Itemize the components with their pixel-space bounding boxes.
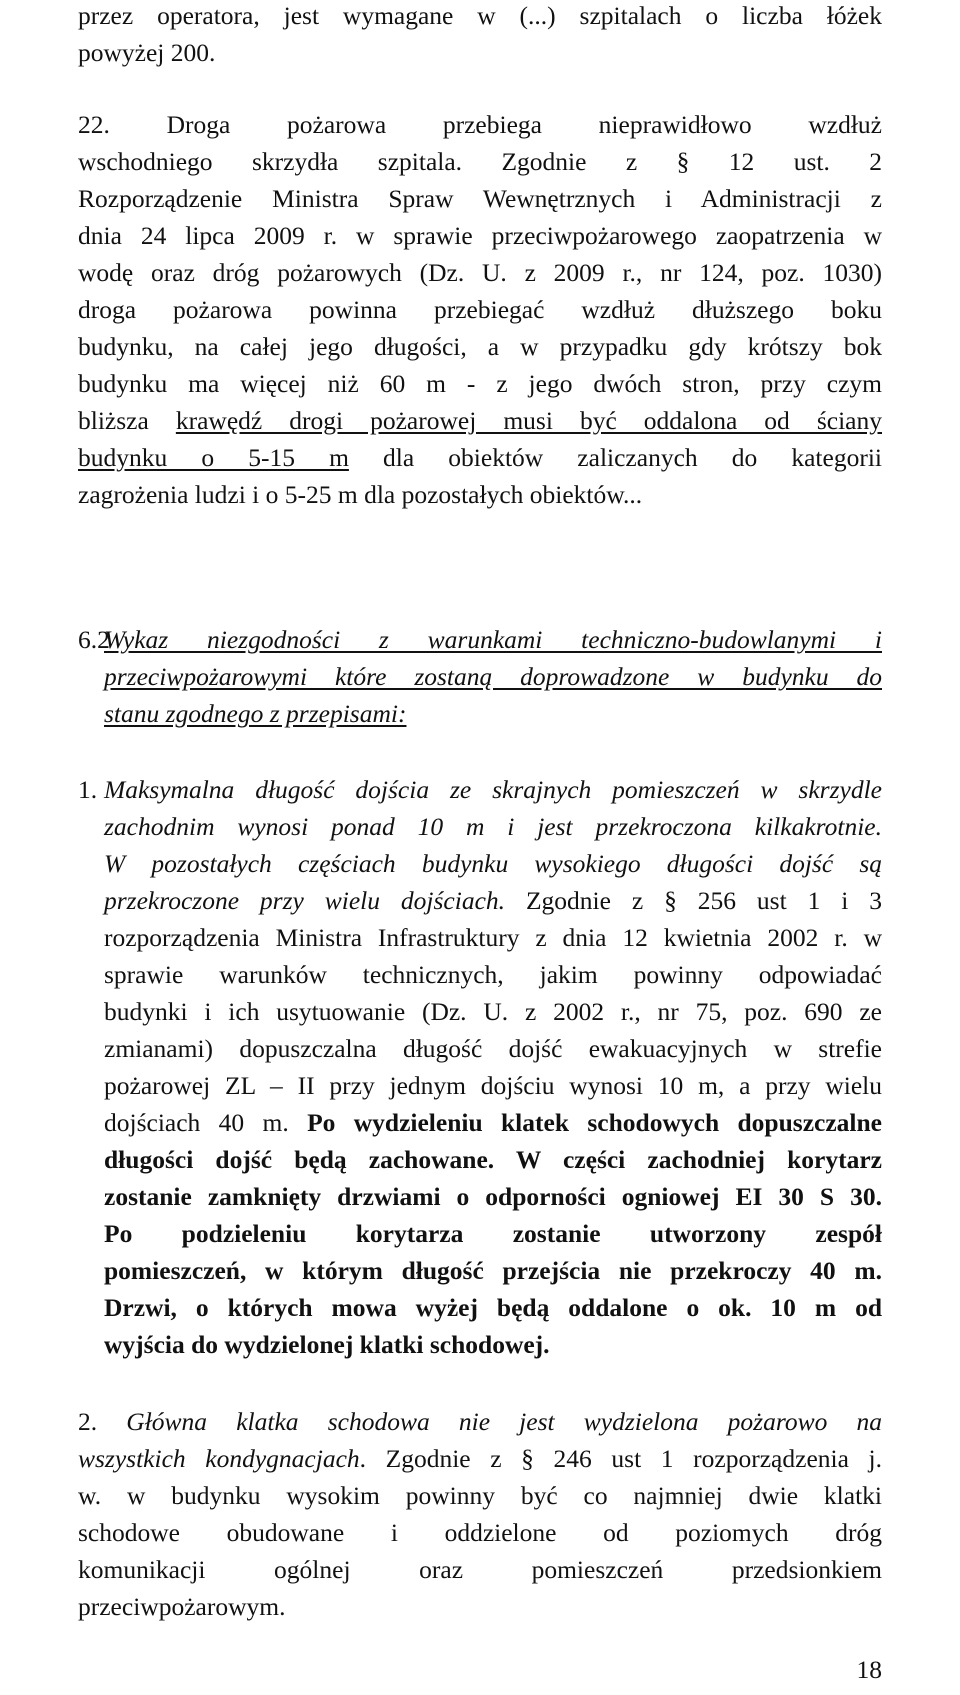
text-line — [104, 1178, 882, 1215]
text-run: przez operatora, jest wymagane w (...) szpitalach o liczba łóżek — [78, 1, 882, 30]
text-run: stanu zgodnego z przepisami: — [104, 699, 407, 728]
text-run: Maksymalna długość dojścia ze skrajnych pomieszczeń w skrzydle — [104, 775, 882, 804]
text-run: budynku ma więcej niż 60 m - z jego dwóch stron, przy czym — [78, 369, 882, 398]
text-line — [104, 1252, 882, 1289]
text-run: długości dojść będą zachowane. W części zachodniej korytarz — [104, 1145, 882, 1174]
text-run: Rozporządzenie Ministra Spraw Wewnętrznych i Administracji z — [78, 184, 882, 213]
text-line — [78, 1588, 882, 1625]
text-run: powyżej 200. — [78, 38, 216, 67]
text-line — [104, 1067, 882, 1104]
list-number: 1. — [78, 775, 98, 804]
text-run: przeciwpożarowymi które zostaną doprowadzone w budynku do — [104, 662, 882, 691]
text-run: 2. — [78, 1407, 127, 1436]
text-line — [104, 808, 882, 845]
text-run: przekroczone przy wielu dojściach. — [104, 886, 506, 915]
text-run: zachodnim wynosi ponad 10 m i jest przekroczona kilkakrotnie. — [104, 812, 882, 841]
text-line — [78, 34, 882, 71]
text-line — [78, 402, 882, 439]
text-run: krawędź drogi pożarowej musi być oddalona od ściany — [175, 406, 882, 435]
text-line — [104, 1030, 882, 1067]
text-line — [78, 328, 882, 365]
text-run: bliższa — [78, 406, 176, 435]
paragraph-22 — [78, 106, 882, 513]
text-run: w. w budynku wysokim powinny być co najmniej dwie klatki — [78, 1481, 882, 1510]
text-line — [78, 180, 882, 217]
text-line — [104, 919, 882, 956]
text-line — [78, 476, 882, 513]
text-run: budynku o 5-15 m — [78, 443, 349, 472]
text-line — [104, 695, 882, 732]
text-run: rozporządzenia Ministra Infrastruktury z dnia 12 kwietnia 2002 r. w — [104, 923, 882, 952]
text-run: Wykaz niezgodności z warunkami techniczno-budowlanymi i — [104, 625, 882, 654]
text-line — [104, 845, 882, 882]
text-line — [78, 0, 882, 34]
text-run: 22. Droga pożarowa przebiega nieprawidłowo wzdłuż — [78, 110, 882, 139]
text-run: budynki i ich usytuowanie (Dz. U. z 2002 r., nr 75, poz. 690 ze — [104, 997, 882, 1026]
text-run: wszystkich kondygnacjach — [78, 1444, 360, 1473]
text-line — [78, 1440, 882, 1477]
text-line — [78, 439, 882, 476]
text-line — [78, 365, 882, 402]
text-run: wyjścia do wydzielonej klatki schodowej. — [104, 1330, 550, 1359]
text-run: budynku, na całej jego długości, a w przypadku gdy krótszy bok — [78, 332, 882, 361]
text-run: pożarowej ZL – II przy jednym dojściu wynosi 10 m, a przy wielu — [104, 1071, 882, 1100]
text-line — [78, 1514, 882, 1551]
text-run: Po podzieleniu korytarza zostanie utworzony zespół — [104, 1219, 882, 1248]
text-line — [78, 1477, 882, 1514]
text-line — [78, 1403, 882, 1440]
text-run: pomieszczeń, w którym długość przejścia nie przekroczy 40 m. — [104, 1256, 882, 1285]
text-run: komunikacji ogólnej oraz pomieszczeń przedsionkiem — [78, 1555, 882, 1584]
text-run: schodowe obudowane i oddzielone od poziomych dróg — [78, 1518, 882, 1547]
paragraph-intro — [78, 0, 882, 71]
text-line — [104, 956, 882, 993]
text-line — [104, 621, 882, 658]
text-line — [104, 1141, 882, 1178]
text-run: wschodniego skrzydła szpitala. Zgodnie z § 12 ust. 2 — [78, 147, 882, 176]
section-heading-6-2 — [78, 621, 882, 732]
text-line — [104, 882, 882, 919]
text-line — [78, 291, 882, 328]
text-run: Zgodnie z § 256 ust 1 i 3 — [505, 886, 882, 915]
text-line — [104, 1289, 882, 1326]
text-line — [104, 1326, 882, 1363]
text-line — [78, 106, 882, 143]
text-line — [78, 254, 882, 291]
text-run: dla obiektów zaliczanych do kategorii — [348, 443, 882, 472]
text-line — [104, 1104, 882, 1141]
list-item-1 — [78, 771, 882, 1363]
list-item-2 — [78, 1403, 882, 1625]
text-run: wodę oraz dróg pożarowych (Dz. U. z 2009 r., nr 124, poz. 1030) — [78, 258, 882, 287]
text-run: droga pożarowa powinna przebiegać wzdłuż dłuższego boku — [78, 295, 882, 324]
text-line — [78, 1551, 882, 1588]
text-run: . Zgodnie z § 246 ust 1 rozporządzenia j. — [359, 1444, 882, 1473]
text-run: dnia 24 lipca 2009 r. w sprawie przeciwpożarowego zaopatrzenia w — [78, 221, 882, 250]
text-run: Po wydzieleniu klatek schodowych dopuszczalne — [307, 1108, 882, 1137]
text-run: dojściach 40 m. — [104, 1108, 308, 1137]
text-line — [104, 771, 882, 808]
text-run: sprawie warunków technicznych, jakim powinny odpowiadać — [104, 960, 882, 989]
text-line — [78, 143, 882, 180]
page-number: 18 — [856, 1655, 882, 1684]
text-line — [104, 1215, 882, 1252]
text-run: W pozostałych częściach budynku wysokiego długości dojść są — [104, 849, 882, 878]
text-line — [104, 993, 882, 1030]
text-run: zostanie zamknięty drzwiami o odporności ogniowej EI 30 S 30. — [104, 1182, 882, 1211]
text-line — [78, 217, 882, 254]
text-run: zagrożenia ludzi i o 5-25 m dla pozostałych obiektów... — [78, 480, 643, 509]
text-line — [104, 658, 882, 695]
text-run: Główna klatka schodowa nie jest wydzielona pożarowo na — [126, 1407, 882, 1436]
text-run: przeciwpożarowym. — [78, 1592, 286, 1621]
text-run: zmianami) dopuszczalna długość dojść ewakuacyjnych w strefie — [104, 1034, 882, 1063]
section-number: 6.2 — [78, 625, 110, 654]
text-run: Drzwi, o których mowa wyżej będą oddalone o ok. 10 m od — [104, 1293, 882, 1322]
